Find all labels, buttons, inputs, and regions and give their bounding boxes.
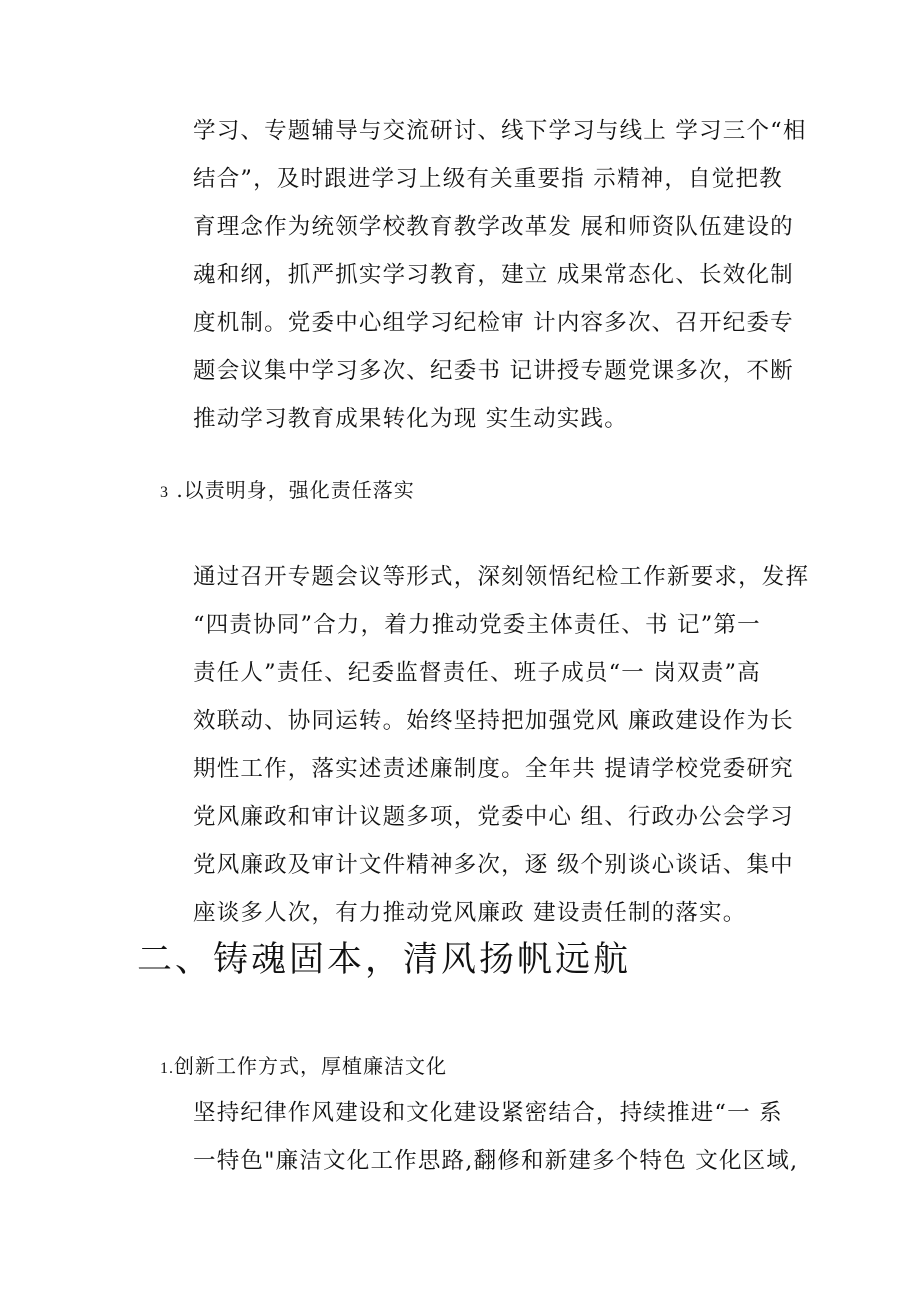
item-number: 3 — [160, 484, 169, 501]
text-line: 期性工作，落实述责述廉制度。全年共 提请学校党委研究 — [193, 756, 794, 782]
text-line: 党风廉政和审计议题多项，党委中心 组、行政办公会学习 — [193, 804, 794, 830]
item-title: 创新工作方式，厚植廉洁文化 — [174, 1054, 447, 1078]
text-line: 坚持纪律作风建设和文化建设紧密结合，持续推进“一 系 — [193, 1100, 783, 1126]
subheading-item-1 — [160, 1052, 447, 1083]
text-line: 魂和纲，抓严抓实学习教育，建立 成果常态化、长效化制 — [193, 262, 794, 288]
text-line: 责任人”责任、纪委监督责任、班子成员“一 岗双责”高 — [193, 660, 761, 686]
text-line: 通过召开专题会议等形式，深刻领悟纪检工作新要求，发挥 — [193, 564, 810, 590]
text-line: 推动学习教育成果转化为现 实生动实践。 — [193, 406, 628, 432]
item-number: 1. — [160, 1060, 174, 1077]
text-line: 题会议集中学习多次、纪委书 记讲授专题党课多次，不断 — [193, 358, 794, 384]
text-line: 育理念作为统领学校教育教学改革发 展和师资队伍建设的 — [193, 214, 794, 240]
text-line: “四责协同”合力，着力推动党委主体责任、书 记”第一 — [193, 612, 761, 638]
item-title: .以责明身，强化责任落实 — [169, 478, 415, 502]
section-heading: 二、铸魂固本，清风扬帆远航 — [137, 940, 632, 980]
text-line: 结合”，及时跟进学习上级有关重要指 示精神，自觉把教 — [193, 166, 783, 192]
text-line: 效联动、协同运转。始终坚持把加强党风 廉政建设作为长 — [193, 708, 794, 734]
text-line: 度机制。党委中心组学习纪检审 计内容多次、召开纪委专 — [193, 310, 794, 336]
subheading-item-3 — [160, 476, 415, 507]
text-line: 党风廉政及审计文件精神多次，逐 级个别谈心谈话、集中 — [193, 852, 794, 878]
text-line: 一特色"廉洁文化工作思路,翻修和新建多个特色 文化区域, — [193, 1148, 799, 1174]
text-line: 座谈多人次，有力推动党风廉政 建设责任制的落实。 — [193, 900, 747, 926]
text-line: 学习、专题辅导与交流研讨、线下学习与线上 学习三个“相 — [193, 118, 807, 144]
